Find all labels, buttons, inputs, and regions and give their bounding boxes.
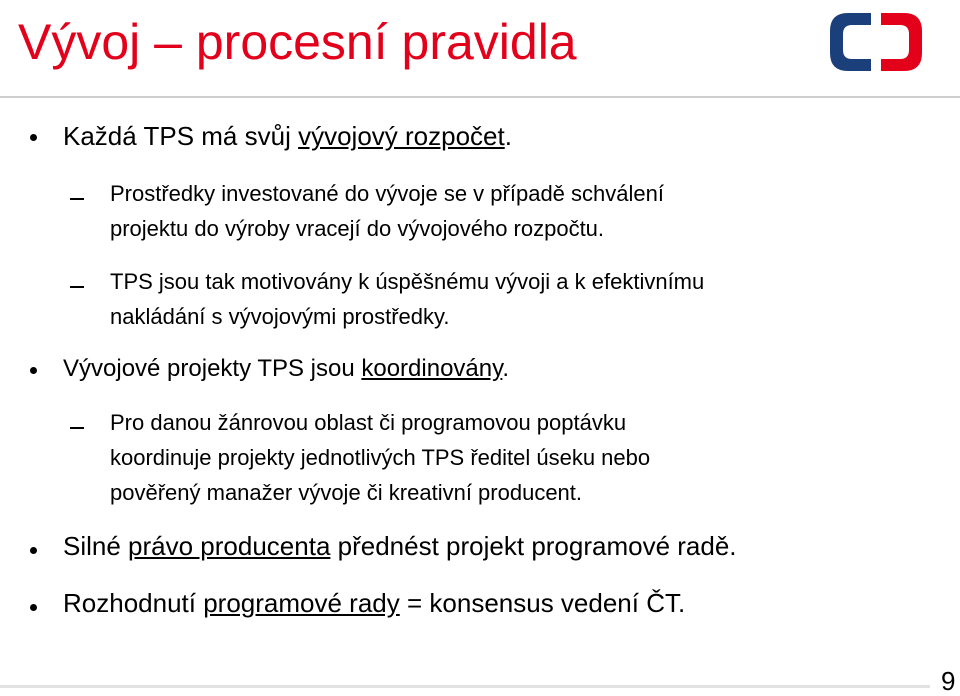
sub-1-1-line-2: projektu do výroby vracejí do vývojového rozpočtu.: [110, 216, 605, 241]
bullet-3-pre: Silné: [63, 531, 129, 561]
sub-dash: [70, 286, 84, 288]
slide-title: Vývoj – procesní pravidla: [18, 14, 577, 70]
bullet-4-post: = konsensus vedení ČT.: [399, 588, 686, 618]
bullet-2: [63, 352, 509, 386]
sub-2-1-line-3: pověřený manažer vývoje či kreativní producent.: [110, 480, 583, 505]
bullet-dot: [30, 367, 37, 374]
sub-2-1-line-2: koordinuje projekty jednotlivých TPS ředitel úseku nebo: [110, 445, 651, 470]
page-number: 9: [941, 666, 956, 696]
bullet-4-link: programové rady: [203, 588, 400, 618]
bullet-dot: [30, 604, 37, 611]
bullet-1: [63, 120, 512, 152]
bullet-dot: [30, 134, 37, 141]
sub-2-1-line-1: Pro danou žánrovou oblast či programovou poptávku: [110, 410, 627, 435]
bullet-2-post: .: [502, 355, 510, 382]
bullet-2-link: koordinovány: [361, 355, 503, 382]
footer-rule: [0, 685, 930, 688]
bullet-1-pre: Každá TPS má svůj: [63, 121, 299, 151]
sub-dash: [70, 427, 84, 429]
bullet-3-post: přednést projekt programové radě.: [330, 531, 737, 561]
bullet-3-link: právo producenta: [128, 531, 331, 561]
bullet-2-pre: Vývojové projekty TPS jsou: [63, 355, 362, 382]
bullet-3: [63, 528, 737, 564]
sub-dash: [70, 198, 84, 200]
sub-1-1-line-1: Prostředky investované do vývoje se v případě schválení: [110, 181, 664, 206]
header-rule: [0, 96, 960, 98]
bullet-dot: [30, 547, 37, 554]
bullet-4: [63, 585, 685, 621]
bullet-1-link: vývojový rozpočet: [298, 121, 505, 151]
sub-1-2-line-2: nakládání s vývojovými prostředky.: [110, 304, 450, 329]
ct-logo: [826, 7, 926, 77]
sub-1-2-line-1: TPS jsou tak motivovány k úspěšnému vývoji a k efektivnímu: [110, 269, 705, 294]
bullet-1-post: .: [504, 121, 512, 151]
bullet-4-pre: Rozhodnutí: [63, 588, 204, 618]
